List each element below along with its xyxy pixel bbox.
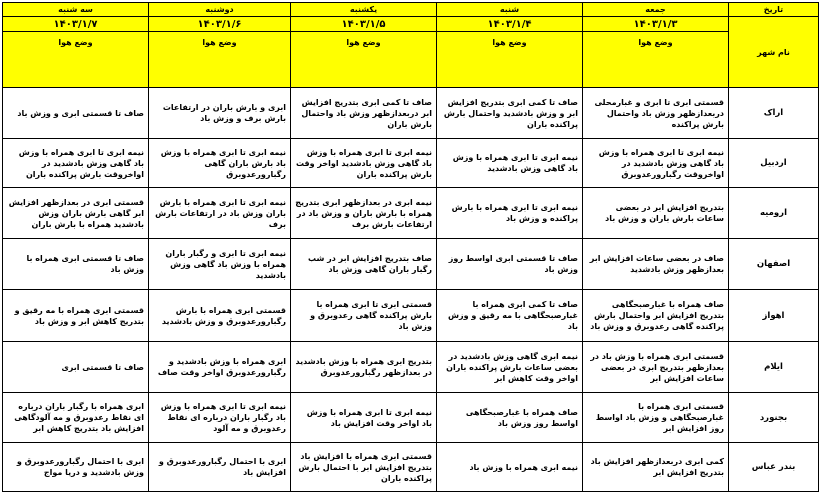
forecast-cell: قسمتی ابری همراه با مه رقیق و بتدریج کاهش ابر و وزش باد [3, 290, 149, 342]
city-name: اصفهان [729, 239, 819, 290]
table-row [3, 290, 819, 342]
forecast-cell: صاف تا کمی ابری بتدریج افزایش ابر و وزش بادشدید واحتمال بارش پراکنده باران [437, 88, 583, 139]
date-1: ۱۴۰۳/۱/۳ [583, 17, 729, 32]
forecast-cell: ابری با احتمال رگبارورعدوبرق و افزایش باد [149, 443, 291, 492]
forecast-cell: صاف تا قسمتی ابری [3, 342, 149, 393]
forecast-cell: صاف همراه با غبارصبحگاهی اواسط روز وزش باد [437, 393, 583, 443]
forecast-cell: نیمه ابری تا ابری همراه با وزش باد گاهی وزش بادشدید [437, 139, 583, 188]
weather-label-2: وضع هوا [437, 32, 583, 88]
weather-label-5: وضع هوا [3, 32, 149, 88]
date-2: ۱۴۰۳/۱/۴ [437, 17, 583, 32]
city-name: اردبیل [729, 139, 819, 188]
table-row [3, 188, 819, 239]
table-row [3, 139, 819, 188]
weather-label-1: وضع هوا [583, 32, 729, 88]
forecast-cell: ابری همراه با رگبار باران درباره ای نقاط رعدوبرق و مه آلودگاهی افزایش باد بتدریج کاهش ابر [3, 393, 149, 443]
table-row [3, 342, 819, 393]
forecast-cell: کمی ابری دربعدازظهر افزایش باد بتدریج افزایش ابر [583, 443, 729, 492]
forecast-cell: نیمه ابری تا ابری همراه با وزش باد بارش باران گاهی رگبارورعدوبرق [149, 139, 291, 188]
forecast-cell: صاف تا قسمتی ابری همراه با وزش باد [3, 239, 149, 290]
forecast-cell: قسمتی ابری در بعدازظهر افزایش ابر گاهی بارش باران وزش بادشدید همراه با بارش باران [3, 188, 149, 239]
table-row [3, 393, 819, 443]
forecast-table-container [2, 2, 818, 488]
weather-label-row [3, 32, 819, 88]
forecast-cell: نیمه ابری تا ابری همراه با وزش باد گاهی وزش بادشدید در اواخروقت بارش پراکنده باران [3, 139, 149, 188]
forecast-cell: ابری و بارش باران در ارتفاعات بارش برف و وزش باد [149, 88, 291, 139]
forecast-cell: قسمتی ابری تا ابری همراه با بارش پراکنده گاهی رعدوبرق و وزش باد [291, 290, 437, 342]
weather-label-4: وضع هوا [149, 32, 291, 88]
table-row [3, 88, 819, 139]
forecast-cell: ابری با احتمال رگبارورعدوبرق و وزش بادشدید و دریا مواج [3, 443, 149, 492]
forecast-cell: نیمه ابری تا ابری همراه با بارش باران وزش باد در ارتفاعات بارش برف [149, 188, 291, 239]
date-4: ۱۴۰۳/۱/۶ [149, 17, 291, 32]
city-column-header: نام شهر [729, 17, 819, 88]
city-name: ایلام [729, 342, 819, 393]
table-row [3, 239, 819, 290]
weather-forecast-table [2, 2, 819, 492]
forecast-cell: صاف بتدریج افزایش ابر در شب رگبار باران گاهی وزش باد [291, 239, 437, 290]
day-name-1: جمعه [583, 3, 729, 17]
day-name-3: یکشنبه [291, 3, 437, 17]
forecast-cell: صاف تا کمی ابری همراه با غبارصبحگاهی با مه رقیق و وزش باد [437, 290, 583, 342]
forecast-cell: نیمه ابری همراه با وزش باد [437, 443, 583, 492]
forecast-cell: صاف تا قسمتی ابری اواسط روز وزش باد [437, 239, 583, 290]
forecast-cell: نیمه ابری تا ابری همراه با وزش باد گاهی وزش بادشدید در اواخروقت رگبارورعدوبرق [583, 139, 729, 188]
forecast-cell: نیمه ابری گاهی وزش بادشدید در بعضی ساعات بارش پراکنده باران اواخر وقت کاهش ابر [437, 342, 583, 393]
forecast-cell: نیمه ابری تا ابری همراه با وزش باد رگبار باران درباره ای نقاط رعدوبرق و مه آلود [149, 393, 291, 443]
forecast-cell: قسمتی ابری همراه با بارش رگبارورعدوبرق و وزش بادشدید [149, 290, 291, 342]
forecast-cell: قسمتی ابری تا ابری و غبارمحلی دربعدازظهر وزش باد واحتمال بارش پراکنده [583, 88, 729, 139]
day-name-5: سه شنبه [3, 3, 149, 17]
city-name: ارومیه [729, 188, 819, 239]
forecast-cell: صاف تا کمی ابری بتدریج افزایش ابر دربعدازظهر وزش باد واحتمال بارش باران [291, 88, 437, 139]
date-corner-label: تاریخ [729, 3, 819, 17]
forecast-cell: نیمه ابری در بعدازظهر ابری بتدریج همراه با بارش باران و وزش باد در ارتفاعات بارش برف [291, 188, 437, 239]
table-row [3, 443, 819, 492]
forecast-cell: صاف تا قسمتی ابری و وزش باد [3, 88, 149, 139]
day-name-4: دوشنبه [149, 3, 291, 17]
forecast-cell: قسمتی ابری همراه با وزش باد در بعدازظهر بتدریج ابری در بعضی ساعات افزایش ابر [583, 342, 729, 393]
city-name: اهواز [729, 290, 819, 342]
forecast-cell: بتدریج ابری همراه با وزش بادشدید در بعدازظهر رگبارورعدوبرق [291, 342, 437, 393]
date-5: ۱۴۰۳/۱/۷ [3, 17, 149, 32]
forecast-cell: قسمتی ابری همراه با غبارصبحگاهی و وزش باد اواسط روز افزایش ابر [583, 393, 729, 443]
date-row [3, 17, 819, 32]
forecast-cell: ابری همراه با وزش بادشدید و رگبارورعدوبرق اواخر وقت صاف [149, 342, 291, 393]
forecast-cell: قسمتی ابری همراه با افزایش باد بتدریج افزایش ابر با احتمال بارش پراکنده باران [291, 443, 437, 492]
weather-label-3: وضع هوا [291, 32, 437, 88]
forecast-cell: صاف در بعضی ساعات افزایش ابر بعدازظهر وزش بادشدید [583, 239, 729, 290]
day-name-2: شنبه [437, 3, 583, 17]
date-3: ۱۴۰۳/۱/۵ [291, 17, 437, 32]
forecast-cell: نیمه ابری تا ابری همراه با بارش پراکنده و وزش باد [437, 188, 583, 239]
forecast-cell: صاف همراه با غبارصبحگاهی بتدریج افزایش ابر واحتمال بارش پراکنده گاهی رعدوبرق و وزش باد [583, 290, 729, 342]
forecast-cell: نیمه ابری تا ابری و رگبار باران همراه با وزش باد گاهی وزش بادشدید [149, 239, 291, 290]
city-name: بجنورد [729, 393, 819, 443]
forecast-cell: بتدریج افزایش ابر در بعضی ساعات بارش باران و وزش باد [583, 188, 729, 239]
forecast-cell: نیمه ابری تا ابری همراه با وزش باد گاهی وزش بادشدید اواخر وقت بارش پراکنده باران [291, 139, 437, 188]
city-name: بندر عباس [729, 443, 819, 492]
day-name-row [3, 3, 819, 17]
forecast-cell: نیمه ابری تا ابری همراه با وزش باد اواخر وقت افزایش باد [291, 393, 437, 443]
city-name: اراک [729, 88, 819, 139]
